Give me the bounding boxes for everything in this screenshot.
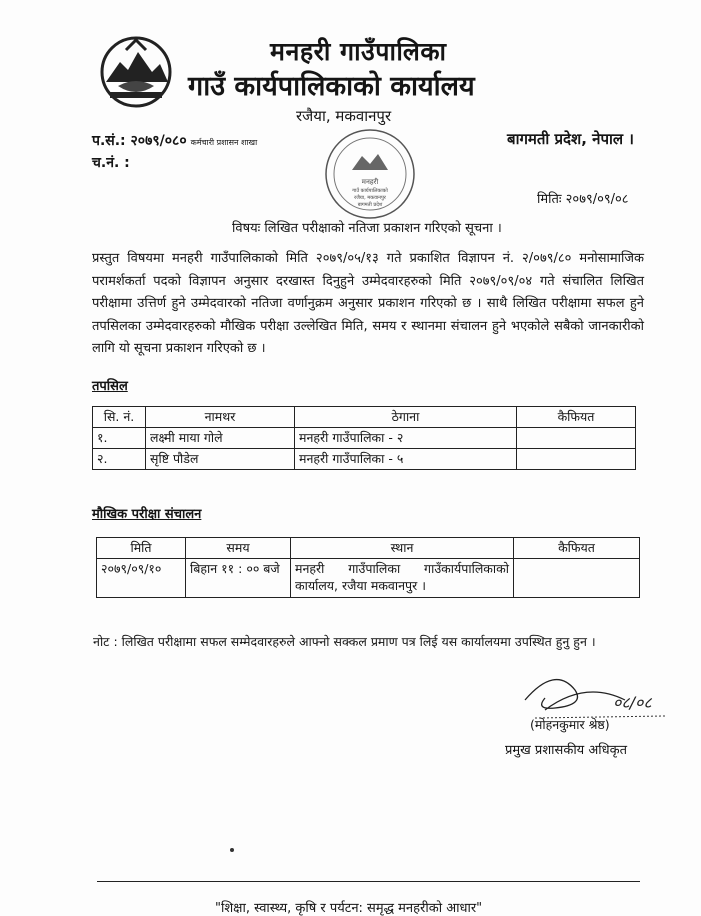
notice-note: नोट : लिखित परीक्षामा सफल सम्मेदवारहरुले आफ्नो सक्कल प्रमाण पत्र लिई यस कार्यालयमा उपस्थित हुनु हुन । [93,634,596,649]
results-cell: सृष्टि पौडेल [146,449,295,470]
svg-text:गाउँ कार्यपालिकाको: गाउँ कार्यपालिकाको [352,188,388,194]
province-label: बागमती प्रदेश, नेपाल । [507,130,634,148]
results-table [92,406,636,470]
interview-table [96,537,640,598]
svg-text:बागमती प्रदेश: बागमती प्रदेश [357,202,383,208]
office-stamp [322,126,418,222]
interview-cell: बिहान ११ : ०० बजे [186,559,291,598]
notice-body: प्रस्तुत विषयमा मनहरी गाउँपालिकाको मिति २०७९/०५/१३ गते प्रकाशित विज्ञापन नं. २/०७९/८० मनोसामाजिक परामर्शकर्ता पदको विज्ञापन अनुसार दरखास्त दिनुहुने उम्मेदवारहरुको मिति २०७९/०९/०४ गते संचालित लिखित परीक्षामा उत्तिर्ण हुने उम्मेदवारको नतिजा वर्णानुक्रम अनुसार प्रकाशन गरिएको छ । साथै लिखित परीक्षामा सफल हुने तपसिलका उम्मेदवारहरुको मौखिक परीक्षा उल्लेखित मिति, समय र स्थानमा संचालन हुने भएकोले सबैको जानकारीको लागि यो सूचना प्रकाशन गरिएको छ । [92,251,644,357]
results-col-address: ठेगाना [295,407,517,428]
results-cell [517,449,636,470]
results-col-remarks: कैफियत [517,407,636,428]
table-row [93,428,636,449]
svg-text:०८/०८: ०८/०८ [613,693,652,712]
results-cell [517,428,636,449]
signatory-name: (मोहनकुमार श्रेष्ठ) [530,717,610,732]
branch-name: कर्मचारी प्रशासन शाखा [190,138,258,147]
interview-cell: २०७९/०९/१० [97,559,186,598]
table-row [97,559,640,598]
notice-date: मितिः २०७९/०९/०८ [537,192,629,207]
footer-motto: "शिक्षा, स्वास्थ्य, कृषि र पर्यटन: समृद्ध मनहरीको आधार" [215,901,483,916]
speck-dot [230,848,234,852]
interview-col-time: समय [186,538,291,559]
interview-col-place: स्थान [291,538,514,559]
notice-subject: विषयः लिखित परीक्षाको नतिजा प्रकाशन गरिएको सूचना । [232,221,502,236]
results-col-name: नामथर [146,407,295,428]
government-emblem-logo [96,32,176,112]
results-cell: मनहरी गाउँपालिका - २ [295,428,517,449]
results-cell: लक्ष्मी माया गोले [146,428,295,449]
ref-no-value: प.सं.: २०७९/०८० [92,133,187,149]
results-heading: तपसिल [92,379,128,394]
interview-col-date: मिति [97,538,186,559]
results-cell: मनहरी गाउँपालिका - ५ [295,449,517,470]
results-col-serial: सि. नं. [93,407,146,428]
interview-col-remarks: कैफियत [514,538,640,559]
interview-cell [514,559,640,598]
results-cell: २. [93,449,146,470]
dispatch-number: च.नं. : [92,155,130,171]
office-address: रजैया, मकवानपुर [296,107,392,125]
municipality-name: मनहरी गाउँपालिका [270,37,447,66]
svg-text:मनहरी: मनहरी [361,178,379,186]
reference-number [92,131,257,150]
table-row [93,449,636,470]
office-name: गाउँ कार्यपालिकाको कार्यालय [188,71,475,102]
signatory-title: प्रमुख प्रशासकीय अधिकृत [505,743,628,758]
results-cell: १. [93,428,146,449]
svg-text:रजैया, मकवानपुर: रजैया, मकवानपुर [354,195,386,201]
interview-heading: मौखिक परीक्षा संचालन [92,507,202,522]
footer-divider [97,881,640,882]
interview-cell: मनहरी गाउँपालिका गाउँकार्यपालिकाको कार्यालय, रजैया मकवानपुर । [291,559,514,598]
